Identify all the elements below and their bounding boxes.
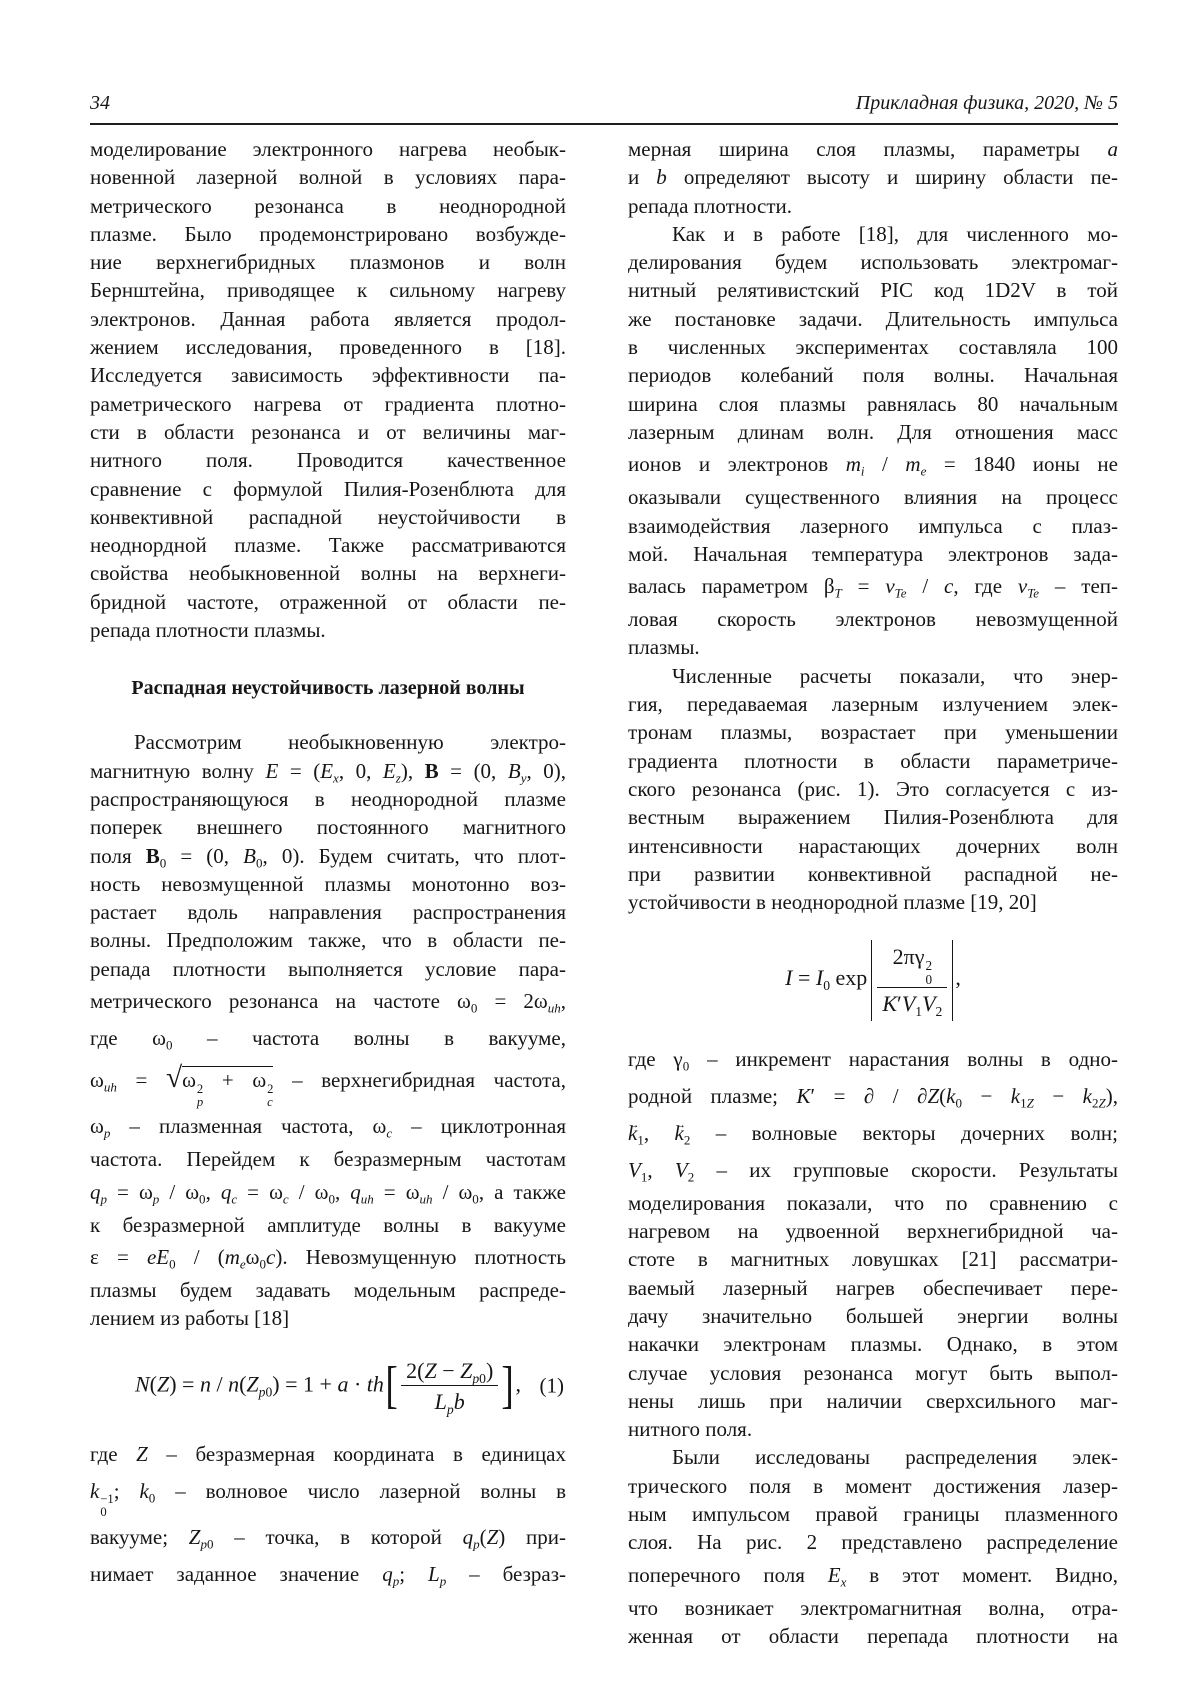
paragraph xyxy=(628,220,1118,662)
text-line: конвективной распадной неустойчивости в xyxy=(90,504,566,529)
text-line: к безразмерной амплитуде волны в вакууме xyxy=(90,1212,566,1237)
text-line: бридной частоте, отраженной от области пе- xyxy=(90,589,566,614)
text-line: магнитную волну $E = (E_x$, 0, $E_z$), B = (0, $B_y$, 0), xyxy=(90,758,567,786)
text-line: Как и в работе [18], для численного мо- xyxy=(672,221,1118,246)
display-formula xyxy=(90,1349,566,1424)
text-line: ность невозмущенной плазмы монотонно воз- xyxy=(90,871,566,896)
paragraph xyxy=(628,1041,1118,1444)
text-line: Были исследованы распределения элек- xyxy=(672,1445,1118,1470)
paragraph xyxy=(628,662,1118,917)
right-column xyxy=(628,135,1118,1650)
text-line: $k \to_1$, $k \to_2$ – волновые векторы дочерних волн; xyxy=(628,1115,1118,1152)
text-line: $V_1$, $V_2$ – их групповые скорости. Результаты xyxy=(628,1157,1119,1185)
text-line: валась параметром $\beta_T = v_{Te} / c$, где $v_{Te} - теп-$ xyxy=(628,574,1118,601)
text-line: тронам плазмы, возрастает при уменьшении xyxy=(628,720,1118,745)
journal-title: Прикладная физика, 2020, № 5 xyxy=(855,92,1118,114)
text-line: $\varepsilon = eE_0 / (m_e\omega_0c)$. Невозмущенную плотность xyxy=(90,1244,566,1272)
text-line: при развитии конвективной распадной не- xyxy=(628,861,1118,886)
text-line: вестным выражением Пилия-Розенблюта для xyxy=(628,805,1118,830)
text-line: градиента плотности в области параметриче- xyxy=(628,748,1118,773)
left-column xyxy=(90,135,566,1650)
text-line: растает вдоль направления распространения xyxy=(90,900,566,925)
text-line: трического поля в момент достижения лазер- xyxy=(628,1473,1118,1498)
text-line: родной плазме; K′ = ∂ / $\partial Z(k_0 - k_{1Z} - k_{2Z})$, xyxy=(628,1083,1119,1111)
text-line: плазмы. xyxy=(628,635,700,660)
text-line: дачу значительно большей энергии волны xyxy=(628,1303,1118,1328)
paragraph xyxy=(90,728,566,1332)
text-line: волны. Предположим также, что в области пе- xyxy=(90,928,566,953)
text-line: ионов и электронов $m_i / m_e = 1840$ ионы не xyxy=(628,452,1118,479)
text-line: частота. Перейдем к безразмерным частотам xyxy=(90,1147,566,1172)
text-line: периодов колебаний поля волны. Начальная xyxy=(628,363,1118,388)
text-line: Рассмотрим необыкновенную электро- xyxy=(134,730,566,755)
text-line: гия, передаваемая лазерным излучением элек- xyxy=(628,692,1118,717)
page-header xyxy=(90,0,1118,114)
text-line: и b определяют высоту и ширину области пе- xyxy=(628,165,1118,190)
paragraph xyxy=(90,135,566,644)
text-line: метрического резонанса в неоднородной xyxy=(90,193,566,218)
text-line: ние верхнегибридных плазмонов и волн xyxy=(90,250,566,275)
text-line: Бернштейна, приводящее к сильному нагреву xyxy=(90,278,566,303)
text-line: электронов. Данная работа является продол- xyxy=(90,306,566,331)
text-line: нимает заданное значение $q_p$; $L_p$ – безраз- xyxy=(90,1561,567,1589)
text-line: мерная ширина слоя плазмы, параметры a xyxy=(628,137,1118,161)
paragraph xyxy=(628,135,1118,220)
text-line: $\omega_p$ – плазменная частота, $\omega_c$ – циклотронная xyxy=(90,1114,566,1141)
text-line: где $\omega_0$ – частота волны в вакууме, xyxy=(90,1026,566,1053)
text-line: репада плотности выполняется условие пара- xyxy=(90,956,566,981)
text-line: ным импульсом правой границы плазменного xyxy=(628,1502,1118,1527)
text-line: интенсивности нарастающих дочерних волн xyxy=(628,833,1118,858)
text-line: ловая скорость электронов невозмущенной xyxy=(628,607,1118,632)
text-line: случае условия резонанса могут быть выпол- xyxy=(628,1360,1118,1385)
text-line: моделирования показали, что по сравнению с xyxy=(628,1190,1118,1215)
text-line: поперек внешнего постоянного магнитного xyxy=(90,815,566,840)
text-line: сравнение с формулой Пилия-Розенблюта для xyxy=(90,476,566,501)
text-line: нены лишь при наличии сверхсильного маг- xyxy=(628,1388,1118,1413)
text-line: что возникает электромагнитная волна, отра- xyxy=(628,1595,1118,1620)
display-formula xyxy=(628,932,1118,1028)
text-line: же постановке задачи. Длительность импульса xyxy=(628,306,1118,331)
text-line: нитного поля. Проводится качественное xyxy=(90,448,566,473)
text-line: где Z – безразмерная координата в единицах xyxy=(90,1441,566,1466)
text-line: устойчивости в неоднородной плазме [19, 20] xyxy=(628,890,1037,915)
paragraph xyxy=(628,1443,1118,1650)
text-line: репада плотности плазмы. xyxy=(90,618,326,643)
text-line: репада плотности. xyxy=(628,193,793,218)
formula-body: $I = I_0$ exp 2πγ 2 0 $K'V_1V_2$ , xyxy=(785,940,961,1020)
text-line: $q_p = \omega_p / \omega_0$, $q_c = \omega_c / \omega_0$, $q_{uh} = \omega_{uh} / \omega_0$, а также xyxy=(90,1179,566,1207)
text-line: ского резонанса (рис. 1). Это согласуется с из- xyxy=(628,776,1118,801)
text-line: метрического резонанса на частоте $\omega_0 = 2\omega_{uh}$, xyxy=(90,989,566,1016)
text-line: свойства необыкновенной волны на верхнеги- xyxy=(90,561,566,586)
text-line: мой. Начальная температура электронов зада- xyxy=(628,541,1118,566)
text-line: где $\gamma_0$ – инкремент нарастания волны в одно- xyxy=(628,1046,1118,1074)
text-line: лазерным длинам волн. Для отношения масс xyxy=(628,419,1118,444)
section-heading: Распадная неустойчивость лазерной волны xyxy=(131,677,525,700)
text-line: вакууме; $Z_{p0}$ – точка, в которой $q_p(Z)$ при- xyxy=(90,1524,566,1552)
text-line: Численные расчеты показали, что энер- xyxy=(672,663,1118,688)
text-line: моделирование электронного нагрева необык- xyxy=(90,137,566,161)
text-line: Исследуется зависимость эффективности па- xyxy=(90,363,566,388)
text-line: нитного поля. xyxy=(628,1417,753,1442)
text-line: поперечного поля $E_x$ в этот момент. Видно, xyxy=(628,1562,1118,1590)
text-line: ваемый лазерный нагрев обеспечивает пере- xyxy=(628,1275,1118,1300)
text-line: в численных экспериментах составляла 100 xyxy=(628,335,1118,360)
text-line: взаимодействия лазерного импульса с плаз- xyxy=(628,513,1118,538)
text-line: нагревом на удвоенной верхнегибридной ча- xyxy=(628,1219,1118,1244)
text-line: неоднордной плазме. Также рассматриваются xyxy=(90,533,566,558)
text-line: ширина слоя плазмы равнялась 80 начальным xyxy=(628,391,1118,416)
text-line: раметрического нагрева от градиента плотно- xyxy=(90,391,566,416)
text-line: нитный релятивистский PIC код 1D2V в той xyxy=(628,278,1118,303)
text-line: жением исследования, проведенного в [18]. xyxy=(90,335,566,360)
text-line: плазме. Было продемонстрировано возбужде- xyxy=(90,221,566,246)
text-line: поля $B_0 = (0$, $B_0$, 0). Будем считать, что плот- xyxy=(90,843,566,871)
text-line: $\omega_{uh} = √\omega$ 2 p + ω 2 c – верхнегибридная частота, xyxy=(90,1062,566,1109)
text-line: лением из работы [18] xyxy=(90,1306,290,1331)
page-number: 34 xyxy=(90,92,110,114)
formula-body: $N(Z) = n / n(Z_{p0}) = 1 + a \cdot th$[ $\frac{2(Z - Z_{p0})}{L_pb}$ ], xyxy=(134,1357,522,1417)
text-line: k −1 0 ; $k_0$ – волновое число лазерной волны в xyxy=(90,1478,566,1520)
text-line: новенной лазерной волной в условиях пара- xyxy=(90,165,566,190)
text-line: делирования будем использовать электромаг- xyxy=(628,250,1118,275)
header-rule xyxy=(90,123,1118,125)
content-columns xyxy=(90,135,1118,1650)
text-line: женная от области перепада плотности на xyxy=(628,1623,1118,1648)
text-line: сти в области резонанса и от величины маг- xyxy=(90,419,566,444)
text-line: стоте в магнитных ловушках [21] рассматри- xyxy=(628,1247,1118,1272)
text-line: накачки электронам плазмы. Однако, в этом xyxy=(628,1332,1118,1357)
equation-number: (1) xyxy=(539,1373,564,1398)
text-line: оказывали существенного влияния на процесс xyxy=(628,485,1118,510)
text-line: слоя. На рис. 2 представлено распределение xyxy=(628,1530,1118,1555)
text-line: плазмы будем задавать модельным распреде- xyxy=(90,1277,566,1302)
paragraph xyxy=(90,1436,566,1593)
text-line: распространяющуюся в неоднородной плазме xyxy=(90,786,566,811)
